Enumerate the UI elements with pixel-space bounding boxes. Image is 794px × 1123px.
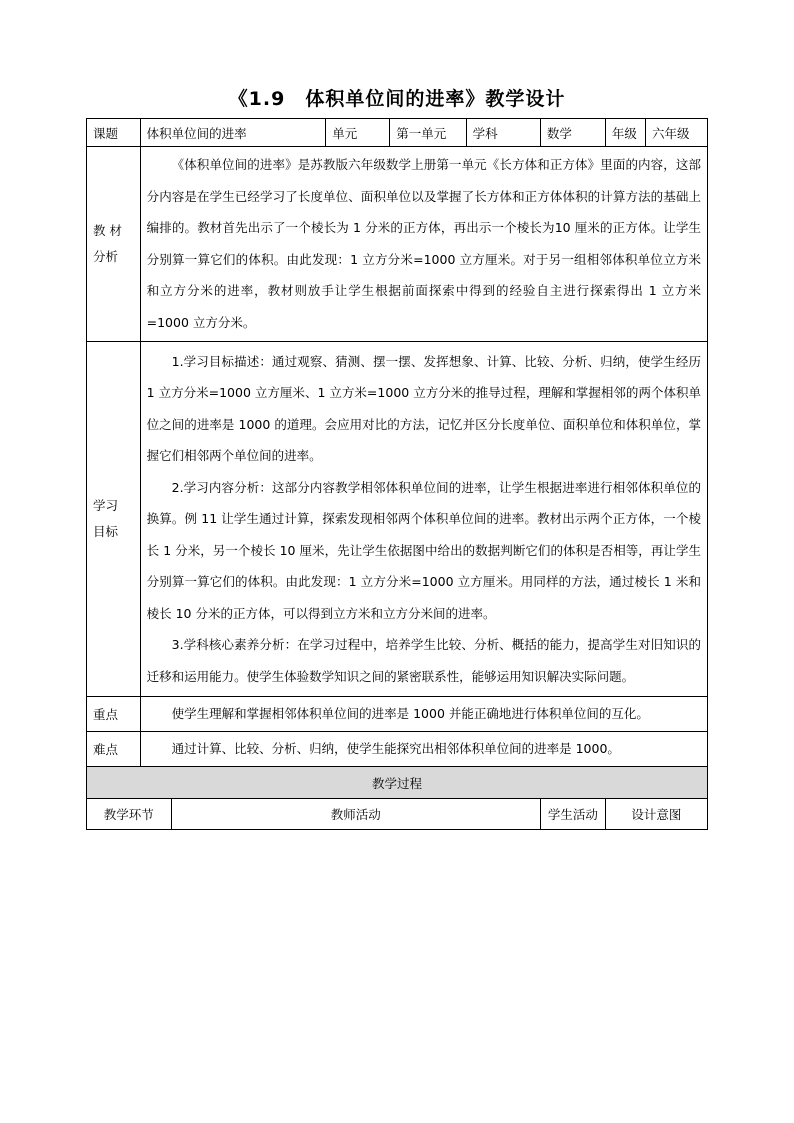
process-header-row bbox=[87, 799, 708, 830]
textbook-analysis-row bbox=[87, 147, 708, 342]
learning-goals-label-line2: 目标 bbox=[93, 523, 119, 539]
learning-goal-paragraph-3: 3.学科核心素养分析：在学习过程中，培养学生比较、分析、概括的能力，提高学生对旧知识的迁移和运用能力。使学生体验数学知识之间的紧密联系性，能够运用知识解决实际问题。 bbox=[146, 637, 701, 684]
unit-value: 第一单元 bbox=[390, 119, 466, 147]
process-col-stage: 教学环节 bbox=[87, 799, 172, 830]
key-point-text: 使学生理解和掌握相邻体积单位间的进率是 1000 并能正确地进行体积单位间的互化。 bbox=[140, 697, 707, 732]
subject-value: 数学 bbox=[540, 119, 605, 147]
difficulty-row bbox=[87, 732, 708, 767]
learning-goals-label bbox=[87, 341, 141, 697]
learning-goal-paragraph-2: 2.学习内容分析：这部分内容教学相邻体积单位间的进率，让学生根据进率进行相邻体积单位的换算。例 11 让学生通过计算，探索发现相邻两个体积单位间的进率。教材出示两个正方体，一个棱长 1 分米，另一个棱长 10 厘米，先让学生依据图中给出的数据判断它们的体积是否相等，再让学生分别算一算它们的体积。由此发现：1 立方分米=1000 立方厘米。用同样的方法，通过棱长 1 米和棱长 10 分米的正方体，可以得到立方米和立方分米间的进率。 bbox=[146, 479, 701, 621]
learning-goal-paragraph-1: 1.学习目标描述：通过观察、猜测、摆一摆、发挥想象、计算、比较、分析、归纳，使学生经历 1 立方分米=1000 立方厘米、1 立方米=1000 立方分米的推导过程，理解和掌握相邻的两个体积单位之间的进率是 1000 的道理。会应用对比的方法，记忆并区分长度单位、面积单位和体积单位，掌握它们相邻两个单位间的进率。 bbox=[146, 353, 701, 464]
grade-label: 年级 bbox=[605, 119, 645, 147]
process-title: 教学过程 bbox=[87, 767, 708, 799]
learning-goals-label-line1: 学习 bbox=[93, 497, 119, 513]
learning-goals-row bbox=[87, 341, 708, 697]
document-title: 《1.9 体积单位间的进率》教学设计 bbox=[228, 88, 566, 110]
header-row bbox=[87, 119, 708, 147]
topic-value: 体积单位间的进率 bbox=[140, 119, 326, 147]
grade-value: 六年级 bbox=[646, 119, 708, 147]
textbook-analysis-label bbox=[87, 147, 141, 342]
learning-goals-content bbox=[140, 341, 707, 697]
textbook-analysis-text: 《体积单位间的进率》是苏教版六年级数学上册第一单元《长方体和正方体》里面的内容，这部分内容是在学生已经学习了长度单位、面积单位以及掌握了长方体和正方体体积的计算方法的基础上编排的。教材首先出示了一个棱长为 1 分米的正方体，再出示一个棱长为10 厘米的正方体。让学生分别算一算它们的体积。由此发现：1 立方分米=1000 立方厘米。对于另一组相邻体积单位立方米和立方分米的进率，教材则放手让学生根据前面探索中得到的经验自主进行探索得出 1 立方米=1000 立方分米。 bbox=[140, 147, 707, 342]
key-point-label: 重点 bbox=[87, 697, 141, 732]
process-col-teacher: 教师活动 bbox=[171, 799, 540, 830]
difficulty-label: 难点 bbox=[87, 732, 141, 767]
textbook-analysis-label-line2: 分析 bbox=[93, 248, 119, 264]
process-title-row bbox=[87, 767, 708, 799]
textbook-analysis-label-line1: 教 材 bbox=[93, 222, 122, 238]
process-col-intent: 设计意图 bbox=[605, 799, 707, 830]
topic-label: 课题 bbox=[87, 119, 141, 147]
key-point-row bbox=[87, 697, 708, 732]
difficulty-text: 通过计算、比较、分析、归纳，使学生能探究出相邻体积单位间的进率是 1000。 bbox=[140, 732, 707, 767]
subject-label: 学科 bbox=[466, 119, 540, 147]
lesson-plan-table bbox=[86, 118, 708, 830]
process-col-student: 学生活动 bbox=[540, 799, 605, 830]
unit-label: 单元 bbox=[326, 119, 390, 147]
